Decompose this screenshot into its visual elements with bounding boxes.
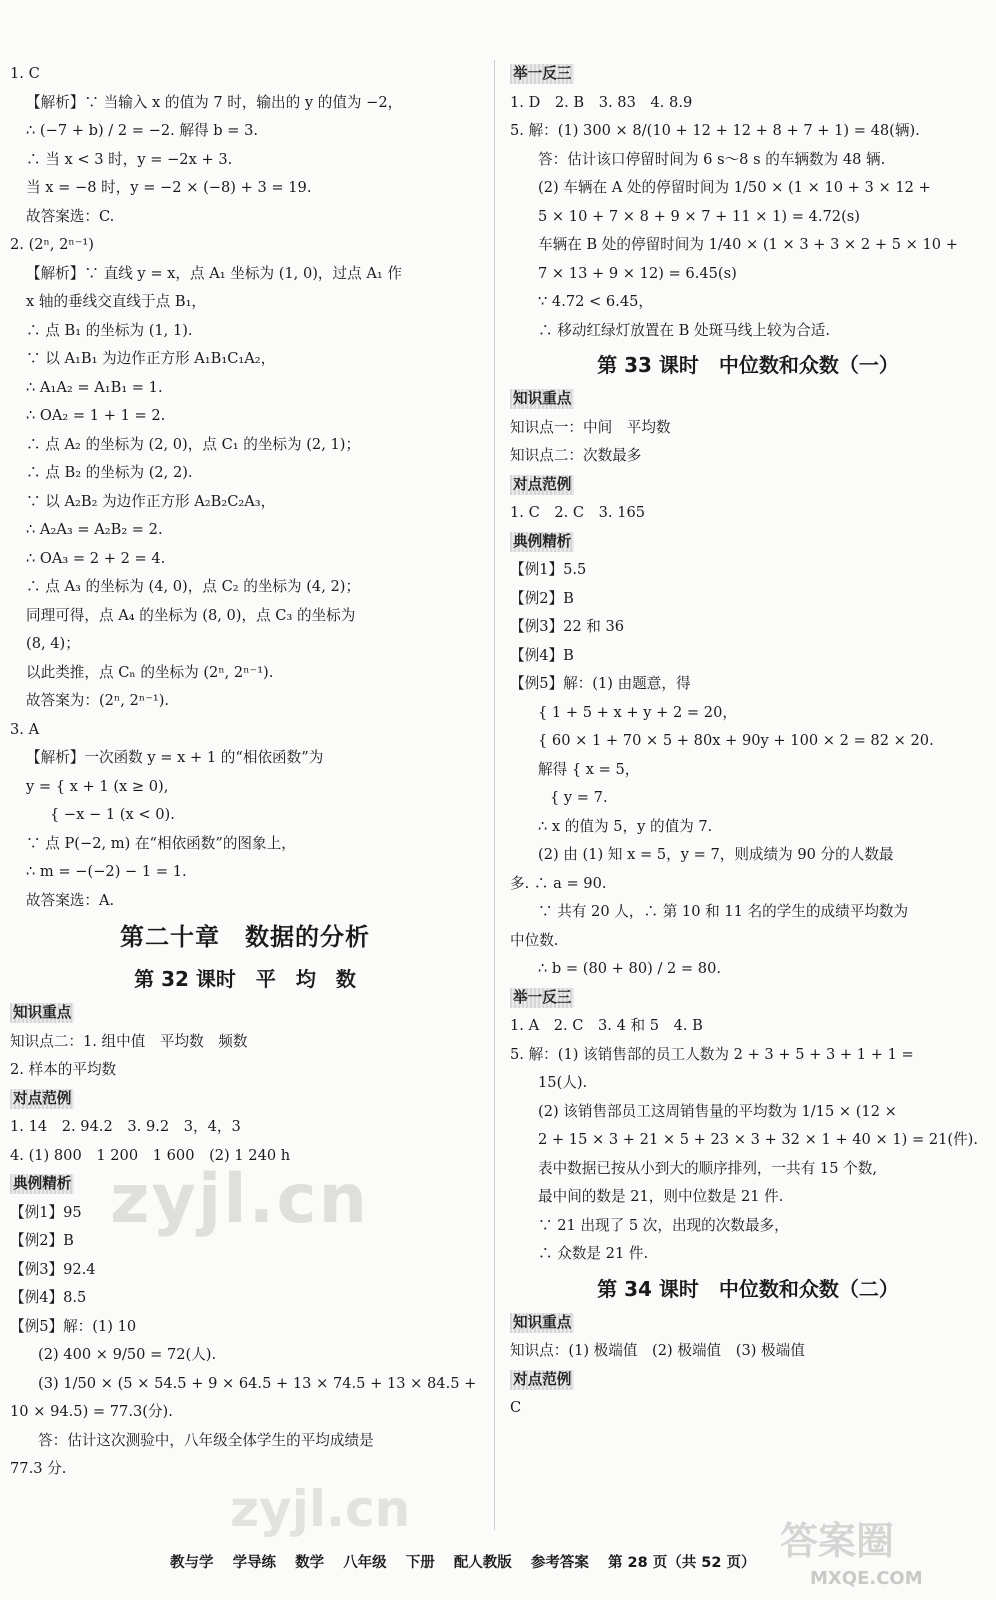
answer-line: 答：估计这次测验中，八年级全体学生的平均成绩是 — [38, 1431, 374, 1449]
footer-volume: 下册 — [405, 1555, 435, 1571]
footer-book: 学导练 — [232, 1555, 277, 1571]
watermark-text: MXQE.COM — [810, 1568, 923, 1589]
answer-line: 解得 { x = 5， — [538, 760, 640, 778]
section-label: 举一反三 — [510, 64, 574, 84]
answer-line: 1. D 2. B 3. 83 4. 8.9 — [510, 93, 693, 111]
answer-line: 【例3】92.4 — [10, 1260, 96, 1278]
answer-line: 【例3】22 和 36 — [510, 618, 625, 635]
answer-line: 以此类推，点 Cₙ 的坐标为 (2ⁿ, 2ⁿ⁻¹). — [26, 663, 274, 681]
answer-line: 【解析】一次函数 y = x + 1 的“相依函数”为 — [26, 749, 324, 766]
answer-line: ∴ b = (80 + 80) / 2 = 80. — [538, 960, 721, 977]
answer-line: ∵ 以 A₁B₁ 为边作正方形 A₁B₁C₁A₂， — [26, 350, 276, 367]
page-footer — [170, 1548, 990, 1578]
section-label: 典例精析 — [10, 1174, 74, 1194]
answer-line: ∴ OA₂ = 1 + 1 = 2. — [26, 407, 166, 424]
section-label: 知识重点 — [10, 1003, 74, 1023]
answer-line: ∴ OA₃ = 2 + 2 = 4. — [26, 549, 166, 567]
answer-line: 15(人). — [538, 1074, 588, 1091]
answer-line: ∵ 共有 20 人，∴ 第 10 和 11 名的学生的成绩平均数为 — [538, 903, 909, 920]
answer-line: 4. (1) 800 1 200 1 600 (2) 1 240 h — [10, 1146, 291, 1164]
footer-grade: 八年级 — [343, 1555, 387, 1571]
answer-line: 【例1】95 — [10, 1203, 82, 1221]
section-label: 对点范例 — [510, 475, 574, 495]
answer-line: ∴ 移动红绿灯放置在 B 处斑马线上较为合适. — [538, 321, 830, 339]
lesson-title: 第 32 课时 平 均 数 — [134, 967, 356, 991]
answer-line: ∴ m = −(−2) − 1 = 1. — [26, 863, 187, 880]
answer-line: ∵ 21 出现了 5 次，出现的次数最多， — [538, 1216, 789, 1234]
answer-line: ∵ 以 A₂B₂ 为边作正方形 A₂B₂C₂A₃， — [26, 492, 276, 510]
answer-line: 故答案选：C. — [26, 207, 115, 225]
section-label: 举一反三 — [510, 988, 574, 1008]
footer-edition: 配人教版 — [453, 1555, 512, 1571]
column-divider — [494, 60, 495, 1530]
answer-line: { −x − 1 (x < 0). — [50, 806, 175, 823]
answer-line: 1. C — [10, 65, 40, 82]
answer-line: ∴ x 的值为 5，y 的值为 7. — [538, 817, 713, 835]
answer-line: (2) 该销售部员工这周销售量的平均数为 1/15 × (12 × — [538, 1102, 897, 1120]
answer-line: ∴ 点 A₂ 的坐标为 (2, 0)，点 C₁ 的坐标为 (2, 1)； — [26, 435, 361, 453]
answer-line: (2) 由 (1) 知 x = 5，y = 7，则成绩为 90 分的人数最 — [538, 846, 894, 863]
answer-line: (3) 1/50 × (5 × 54.5 + 9 × 64.5 + 13 × 74.5 + 13 × 84.5 + — [38, 1374, 477, 1392]
answer-line: 故答案选：A. — [26, 891, 115, 909]
answer-line: ∴ 当 x < 3 时，y = −2x + 3. — [26, 150, 233, 168]
answer-line: { 1 + 5 + x + y + 2 = 20， — [538, 703, 737, 721]
answer-line: 【例2】B — [10, 1232, 74, 1249]
answer-line: ∵ 点 P(−2, m) 在“相依函数”的图象上， — [26, 834, 296, 852]
watermark-text: 答案圈 — [780, 1519, 895, 1563]
answer-line: { y = 7. — [550, 789, 608, 806]
answer-line: ∴ 众数是 21 件. — [538, 1245, 649, 1262]
answer-line: 3. A — [10, 720, 40, 738]
answer-line: ∴ (−7 + b) / 2 = −2. 解得 b = 3. — [26, 122, 259, 139]
answer-line: 【例5】解：(1) 10 — [10, 1317, 137, 1335]
lesson-title: 第 34 课时 中位数和众数（二） — [597, 1276, 899, 1301]
answer-line: 【例4】B — [510, 646, 574, 664]
answer-line: 中位数. — [510, 931, 559, 949]
lesson-title: 第 33 课时 中位数和众数（一） — [597, 353, 899, 377]
answer-line: 答：估计该口停留时间为 6 s～8 s 的车辆数为 48 辆. — [538, 150, 886, 168]
chapter-title: 第二十章 数据的分析 — [120, 923, 370, 951]
answer-line: 同理可得，点 A₄ 的坐标为 (8, 0)，点 C₃ 的坐标为 — [26, 606, 356, 624]
answer-line: ∴ 点 B₂ 的坐标为 (2, 2). — [26, 464, 193, 481]
answer-line: 5. 解：(1) 300 × 8/(10 + 12 + 12 + 8 + 7 + 1) = 48(辆). — [510, 122, 920, 139]
left-column — [10, 60, 480, 1484]
answer-line: (8, 4)； — [26, 635, 80, 652]
answer-line: 2. (2ⁿ, 2ⁿ⁻¹) — [10, 236, 94, 253]
answer-line: 当 x = −8 时，y = −2 × (−8) + 3 = 19. — [26, 179, 312, 196]
answer-line: 5. 解：(1) 该销售部的员工人数为 2 + 3 + 5 + 3 + 1 + 1 = — [510, 1045, 914, 1063]
footer-book: 教与学 — [170, 1555, 214, 1571]
answer-line: 【解析】∵ 当输入 x 的值为 7 时，输出的 y 的值为 −2， — [26, 93, 403, 111]
answer-line: x 轴的垂线交直线于点 B₁， — [26, 293, 207, 310]
section-label: 典例精析 — [510, 532, 574, 552]
answer-line: 10 × 94.5) = 77.3(分). — [10, 1403, 173, 1420]
section-label: 对点范例 — [510, 1370, 574, 1390]
right-column — [510, 60, 986, 1423]
watermark-text: zyjl.cn — [230, 1480, 411, 1538]
answer-line: 【例4】8.5 — [10, 1289, 87, 1306]
answer-line: 1. A 2. C 3. 4 和 5 4. B — [510, 1017, 703, 1034]
section-label: 知识重点 — [510, 1313, 574, 1333]
answer-line: ∵ 4.72 < 6.45， — [538, 293, 654, 310]
answer-line: 故答案为：(2ⁿ, 2ⁿ⁻¹). — [26, 692, 170, 709]
answer-line: 【例2】B — [510, 589, 574, 607]
watermark-text: zyjl.cn — [110, 1160, 370, 1239]
footer-section: 参考答案 — [530, 1555, 589, 1571]
answer-line: 77.3 分. — [10, 1460, 67, 1477]
answer-line: (2) 车辆在 A 处的停留时间为 1/50 × (1 × 10 + 3 × 12 + — [538, 179, 931, 196]
page-number: 第 28 页（共 52 页） — [607, 1555, 756, 1571]
answer-line: 2. 样本的平均数 — [10, 1061, 117, 1078]
answer-line: 知识点二：1. 组中值 平均数 频数 — [10, 1032, 248, 1050]
answer-line: { 60 × 1 + 70 × 5 + 80x + 90y + 100 × 2 = 82 × 20. — [538, 732, 934, 749]
answer-line: 【例5】解：(1) 由题意，得 — [510, 675, 691, 692]
answer-line: 【解析】∵ 直线 y = x，点 A₁ 坐标为 (1, 0)，过点 A₁ 作 — [26, 264, 402, 282]
answer-line: 【例1】5.5 — [510, 561, 587, 578]
answer-line: ∴ 点 A₃ 的坐标为 (4, 0)，点 C₂ 的坐标为 (4, 2)； — [26, 578, 361, 595]
answer-line: 1. 14 2. 94.2 3. 9.2 3，4，3 — [10, 1118, 241, 1135]
section-label: 对点范例 — [10, 1089, 74, 1109]
answer-line: 知识点：(1) 极端值 (2) 极端值 (3) 极端值 — [510, 1342, 805, 1359]
answer-line: ∴ A₁A₂ = A₁B₁ = 1. — [26, 378, 163, 396]
answer-line: 多. ∴ a = 90. — [510, 874, 607, 892]
answer-line: y = { x + 1 (x ≥ 0), — [26, 777, 169, 795]
section-label: 知识重点 — [510, 389, 574, 409]
answer-line: 1. C 2. C 3. 165 — [510, 504, 646, 521]
answer-line: 2 + 15 × 3 + 21 × 5 + 23 × 3 + 32 × 1 + 40 × 1) = 21(件). — [538, 1131, 979, 1148]
answer-line: 5 × 10 + 7 × 8 + 9 × 7 + 11 × 1) = 4.72(s) — [538, 207, 860, 225]
answer-line: 7 × 13 + 9 × 12) = 6.45(s) — [538, 264, 737, 282]
answer-line: ∴ A₂A₃ = A₂B₂ = 2. — [26, 521, 163, 538]
answer-line: 知识点一：中间 平均数 — [510, 418, 671, 436]
footer-subject: 数学 — [295, 1555, 325, 1571]
answer-line: 知识点二：次数最多 — [510, 447, 642, 464]
answer-line: ∴ 点 B₁ 的坐标为 (1, 1). — [26, 321, 193, 339]
answer-line: 表中数据已按从小到大的顺序排列，一共有 15 个数, — [538, 1159, 877, 1177]
answer-line: 最中间的数是 21，则中位数是 21 件. — [538, 1188, 784, 1205]
answer-line: 车辆在 B 处的停留时间为 1/40 × (1 × 3 + 3 × 2 + 5 × 10 + — [538, 236, 958, 253]
answer-line: (2) 400 × 9/50 = 72(人). — [38, 1346, 217, 1363]
answer-line: C — [510, 1399, 522, 1416]
